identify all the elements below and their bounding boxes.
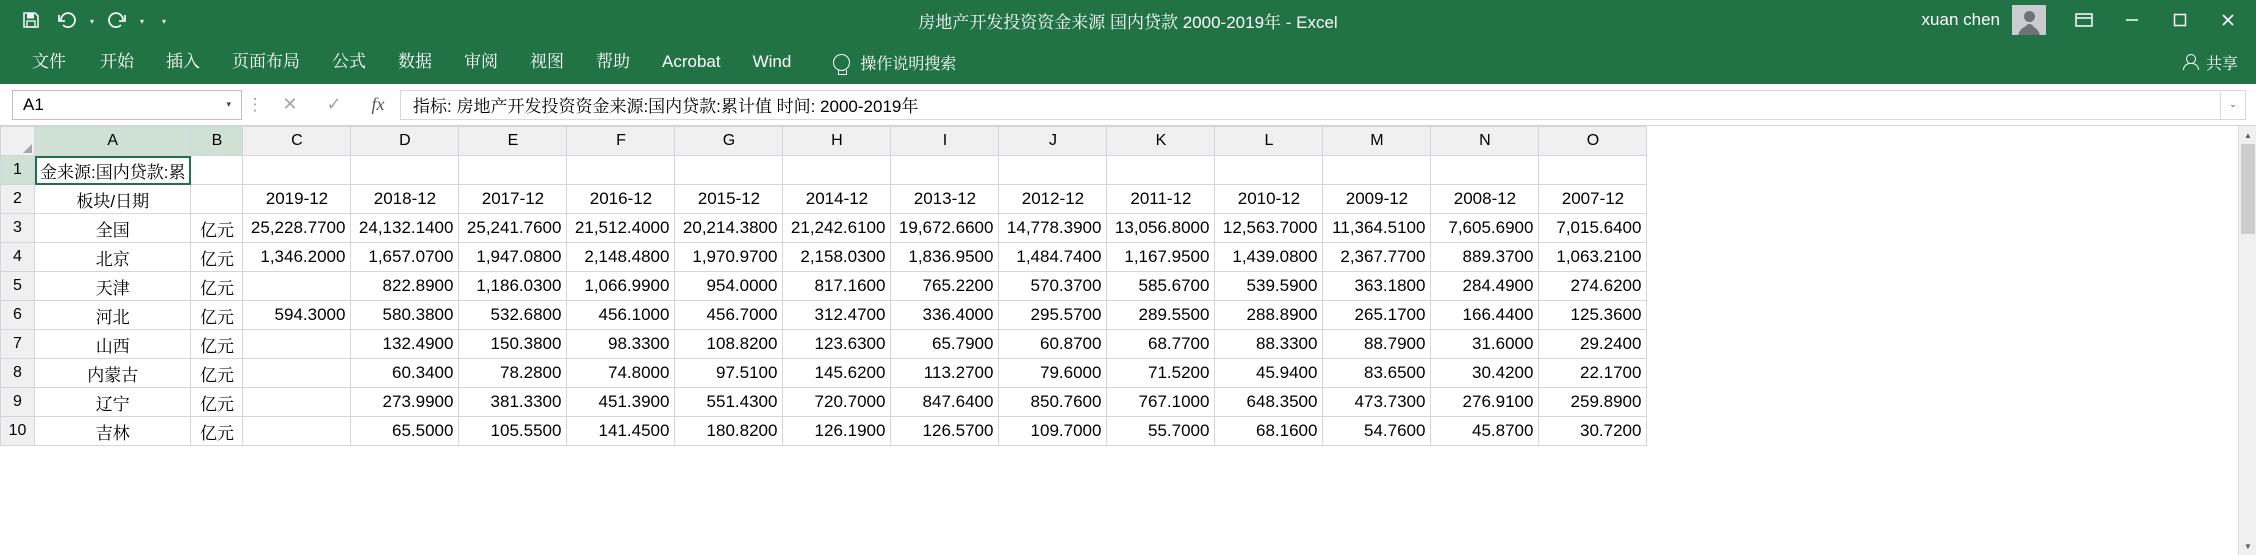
cell-O4[interactable]: 1,063.2100 xyxy=(1539,243,1647,272)
cell-I4[interactable]: 1,836.9500 xyxy=(891,243,999,272)
window-title: 房地产开发投资资金来源 国内贷款 2000-2019年 - Excel xyxy=(918,12,1338,32)
formula-bar xyxy=(0,84,2256,126)
cell-B2[interactable] xyxy=(191,185,243,214)
chevron-down-icon[interactable]: ▾ xyxy=(226,99,231,109)
save-icon[interactable] xyxy=(14,5,48,35)
cell-J7[interactable]: 60.8700 xyxy=(999,330,1107,359)
cell-D10[interactable]: 65.5000 xyxy=(351,417,459,446)
table-row xyxy=(1,243,1647,272)
cell-E10[interactable]: 105.5500 xyxy=(459,417,567,446)
cell-N1[interactable] xyxy=(1431,156,1539,185)
cell-A8[interactable]: 内蒙古 xyxy=(35,359,191,388)
cell-G8[interactable]: 97.5100 xyxy=(675,359,783,388)
cell-M4[interactable]: 2,367.7700 xyxy=(1323,243,1431,272)
cell-E9[interactable]: 381.3300 xyxy=(459,388,567,417)
row-header-7[interactable]: 7 xyxy=(1,330,35,359)
cell-J2[interactable]: 2012-12 xyxy=(999,185,1107,214)
table-row xyxy=(1,156,1647,185)
cell-E3[interactable]: 25,241.7600 xyxy=(459,214,567,243)
cell-K3[interactable]: 13,056.8000 xyxy=(1107,214,1215,243)
cell-H9[interactable]: 720.7000 xyxy=(783,388,891,417)
tab-insert[interactable]: 插入 xyxy=(166,52,200,71)
cell-C1[interactable] xyxy=(243,156,351,185)
cell-A1[interactable]: 金来源:国内贷款:累 xyxy=(35,156,191,185)
tab-acrobat[interactable]: Acrobat xyxy=(662,52,721,71)
cell-H3[interactable]: 21,242.6100 xyxy=(783,214,891,243)
tab-formulas[interactable]: 公式 xyxy=(332,52,366,71)
table-row xyxy=(1,359,1647,388)
cell-B5[interactable]: 亿元 xyxy=(191,272,243,301)
cell-F5[interactable]: 1,066.9900 xyxy=(567,272,675,301)
table-row xyxy=(1,185,1647,214)
minimize-button[interactable] xyxy=(2108,0,2156,40)
column-header-O[interactable]: O xyxy=(1539,127,1647,156)
cell-A3[interactable]: 全国 xyxy=(35,214,191,243)
name-box-value: A1 xyxy=(23,94,44,114)
cell-M6[interactable]: 265.1700 xyxy=(1323,301,1431,330)
column-header-D[interactable]: D xyxy=(351,127,459,156)
spreadsheet-grid[interactable] xyxy=(0,126,2256,555)
formula-bar-divider: ⋮ xyxy=(246,94,264,114)
cell-K4[interactable]: 1,167.9500 xyxy=(1107,243,1215,272)
cell-F2[interactable]: 2016-12 xyxy=(567,185,675,214)
title-bar-right xyxy=(1922,0,2256,40)
cell-H7[interactable]: 123.6300 xyxy=(783,330,891,359)
cell-E1[interactable] xyxy=(459,156,567,185)
column-header-row xyxy=(1,127,1647,156)
cell-G9[interactable]: 551.4300 xyxy=(675,388,783,417)
redo-icon[interactable] xyxy=(100,5,134,35)
tab-file[interactable]: 文件 xyxy=(32,52,66,71)
tab-home[interactable]: 开始 xyxy=(100,52,134,71)
share-button[interactable] xyxy=(2182,51,2256,74)
lightbulb-icon xyxy=(833,54,850,71)
cell-L8[interactable]: 45.9400 xyxy=(1215,359,1323,388)
cell-H6[interactable]: 312.4700 xyxy=(783,301,891,330)
cell-H8[interactable]: 145.6200 xyxy=(783,359,891,388)
formula-input[interactable]: 指标: 房地产开发投资资金来源:国内贷款:累计值 时间: 2000-2019年 xyxy=(400,90,2220,120)
cell-K7[interactable]: 68.7700 xyxy=(1107,330,1215,359)
cell-A6[interactable]: 河北 xyxy=(35,301,191,330)
cell-G7[interactable]: 108.8200 xyxy=(675,330,783,359)
cell-A9[interactable]: 辽宁 xyxy=(35,388,191,417)
tab-help[interactable]: 帮助 xyxy=(596,52,630,71)
cell-E6[interactable]: 532.6800 xyxy=(459,301,567,330)
column-header-N[interactable]: N xyxy=(1431,127,1539,156)
cell-H10[interactable]: 126.1900 xyxy=(783,417,891,446)
row-header-9[interactable]: 9 xyxy=(1,388,35,417)
cell-M1[interactable] xyxy=(1323,156,1431,185)
tell-me-label: 操作说明搜索 xyxy=(860,55,957,73)
column-header-J[interactable]: J xyxy=(999,127,1107,156)
cell-D2[interactable]: 2018-12 xyxy=(351,185,459,214)
cell-G2[interactable]: 2015-12 xyxy=(675,185,783,214)
cell-O1[interactable] xyxy=(1539,156,1647,185)
row-header-6[interactable]: 6 xyxy=(1,301,35,330)
cell-H1[interactable] xyxy=(783,156,891,185)
cell-G1[interactable] xyxy=(675,156,783,185)
cell-D6[interactable]: 580.3800 xyxy=(351,301,459,330)
column-header-B[interactable]: B xyxy=(191,127,243,156)
cell-C10[interactable] xyxy=(243,417,351,446)
cell-J1[interactable] xyxy=(999,156,1107,185)
cell-F3[interactable]: 21,512.4000 xyxy=(567,214,675,243)
table-row xyxy=(1,301,1647,330)
cell-G10[interactable]: 180.8200 xyxy=(675,417,783,446)
cell-B7[interactable]: 亿元 xyxy=(191,330,243,359)
cell-D7[interactable]: 132.4900 xyxy=(351,330,459,359)
cell-L10[interactable]: 68.1600 xyxy=(1215,417,1323,446)
customize-quick-access-icon[interactable]: ▾ xyxy=(161,17,166,26)
cell-M7[interactable]: 88.7900 xyxy=(1323,330,1431,359)
cell-B3[interactable]: 亿元 xyxy=(191,214,243,243)
quick-access-toolbar xyxy=(0,5,170,35)
column-header-E[interactable]: E xyxy=(459,127,567,156)
cell-C3[interactable]: 25,228.7700 xyxy=(243,214,351,243)
cell-I2[interactable]: 2013-12 xyxy=(891,185,999,214)
cell-M5[interactable]: 363.1800 xyxy=(1323,272,1431,301)
cell-F9[interactable]: 451.3900 xyxy=(567,388,675,417)
cell-H2[interactable]: 2014-12 xyxy=(783,185,891,214)
cell-N4[interactable]: 889.3700 xyxy=(1431,243,1539,272)
avatar[interactable] xyxy=(2012,5,2046,35)
cell-M8[interactable]: 83.6500 xyxy=(1323,359,1431,388)
row-header-4[interactable]: 4 xyxy=(1,243,35,272)
cell-F4[interactable]: 2,148.4800 xyxy=(567,243,675,272)
cell-C9[interactable] xyxy=(243,388,351,417)
table-row xyxy=(1,272,1647,301)
tell-me-search[interactable] xyxy=(833,51,956,74)
cell-J8[interactable]: 79.6000 xyxy=(999,359,1107,388)
scrollbar-thumb[interactable] xyxy=(2241,144,2255,234)
cell-J4[interactable]: 1,484.7400 xyxy=(999,243,1107,272)
cell-I5[interactable]: 765.2200 xyxy=(891,272,999,301)
table-row xyxy=(1,388,1647,417)
cell-N9[interactable]: 276.9100 xyxy=(1431,388,1539,417)
cell-I10[interactable]: 126.5700 xyxy=(891,417,999,446)
cell-C4[interactable]: 1,346.2000 xyxy=(243,243,351,272)
cell-G4[interactable]: 1,970.9700 xyxy=(675,243,783,272)
scroll-down-icon[interactable]: ▼ xyxy=(2244,541,2252,551)
table-row xyxy=(1,214,1647,243)
column-header-F[interactable]: F xyxy=(567,127,675,156)
column-header-G[interactable]: G xyxy=(675,127,783,156)
cell-O9[interactable]: 259.8900 xyxy=(1539,388,1647,417)
cell-D5[interactable]: 822.8900 xyxy=(351,272,459,301)
cell-M10[interactable]: 54.7600 xyxy=(1323,417,1431,446)
cell-L7[interactable]: 88.3300 xyxy=(1215,330,1323,359)
tab-view[interactable]: 视图 xyxy=(530,52,564,71)
close-button[interactable] xyxy=(2204,0,2252,40)
cell-E7[interactable]: 150.3800 xyxy=(459,330,567,359)
insert-function-button[interactable]: fx xyxy=(371,94,385,114)
cell-N8[interactable]: 30.4200 xyxy=(1431,359,1539,388)
cell-I7[interactable]: 65.7900 xyxy=(891,330,999,359)
undo-dropdown-icon[interactable]: ▾ xyxy=(89,17,94,26)
column-header-H[interactable]: H xyxy=(783,127,891,156)
share-label: 共享 xyxy=(2205,55,2238,73)
row-header-2[interactable]: 2 xyxy=(1,185,35,214)
row-header-1[interactable]: 1 xyxy=(1,156,35,185)
cell-E4[interactable]: 1,947.0800 xyxy=(459,243,567,272)
name-box[interactable] xyxy=(12,90,242,120)
cell-K2[interactable]: 2011-12 xyxy=(1107,185,1215,214)
column-header-K[interactable]: K xyxy=(1107,127,1215,156)
grid-table xyxy=(0,126,1647,446)
cell-B6[interactable]: 亿元 xyxy=(191,301,243,330)
cell-K5[interactable]: 585.6700 xyxy=(1107,272,1215,301)
cell-J3[interactable]: 14,778.3900 xyxy=(999,214,1107,243)
cell-N7[interactable]: 31.6000 xyxy=(1431,330,1539,359)
cell-B8[interactable]: 亿元 xyxy=(191,359,243,388)
cell-J5[interactable]: 570.3700 xyxy=(999,272,1107,301)
cell-E8[interactable]: 78.2800 xyxy=(459,359,567,388)
cell-N3[interactable]: 7,605.6900 xyxy=(1431,214,1539,243)
cell-C2[interactable]: 2019-12 xyxy=(243,185,351,214)
cell-D3[interactable]: 24,132.1400 xyxy=(351,214,459,243)
cell-O8[interactable]: 22.1700 xyxy=(1539,359,1647,388)
cell-D4[interactable]: 1,657.0700 xyxy=(351,243,459,272)
cell-B1[interactable] xyxy=(191,156,243,185)
cell-E2[interactable]: 2017-12 xyxy=(459,185,567,214)
cell-K9[interactable]: 767.1000 xyxy=(1107,388,1215,417)
cell-L5[interactable]: 539.5900 xyxy=(1215,272,1323,301)
select-all-corner[interactable] xyxy=(1,127,35,156)
restore-button[interactable] xyxy=(2156,0,2204,40)
cell-F7[interactable]: 98.3300 xyxy=(567,330,675,359)
cell-C8[interactable] xyxy=(243,359,351,388)
cell-K6[interactable]: 289.5500 xyxy=(1107,301,1215,330)
redo-dropdown-icon[interactable]: ▾ xyxy=(139,17,144,26)
cell-I3[interactable]: 19,672.6600 xyxy=(891,214,999,243)
tab-review[interactable]: 审阅 xyxy=(464,52,498,71)
user-name: xuan chen xyxy=(1921,10,2000,29)
cell-G3[interactable]: 20,214.3800 xyxy=(675,214,783,243)
confirm-entry-button[interactable]: ✓ xyxy=(326,94,342,114)
cell-M9[interactable]: 473.7300 xyxy=(1323,388,1431,417)
cell-F10[interactable]: 141.4500 xyxy=(567,417,675,446)
cell-I6[interactable]: 336.4000 xyxy=(891,301,999,330)
tab-data[interactable]: 数据 xyxy=(398,52,432,71)
cell-N10[interactable]: 45.8700 xyxy=(1431,417,1539,446)
cell-A7[interactable]: 山西 xyxy=(35,330,191,359)
row-header-3[interactable]: 3 xyxy=(1,214,35,243)
scroll-up-icon[interactable]: ▲ xyxy=(2244,130,2252,140)
cell-A2[interactable]: 板块/日期 xyxy=(35,185,191,214)
person-share-icon xyxy=(2182,54,2198,70)
cell-H5[interactable]: 817.1600 xyxy=(783,272,891,301)
cell-H4[interactable]: 2,158.0300 xyxy=(783,243,891,272)
cell-L4[interactable]: 1,439.0800 xyxy=(1215,243,1323,272)
vertical-scrollbar[interactable] xyxy=(2238,126,2256,555)
row-header-10[interactable]: 10 xyxy=(1,417,35,446)
cell-C6[interactable]: 594.3000 xyxy=(243,301,351,330)
column-header-L[interactable]: L xyxy=(1215,127,1323,156)
ribbon-tab-bar xyxy=(0,40,2256,84)
cell-G6[interactable]: 456.7000 xyxy=(675,301,783,330)
cell-L9[interactable]: 648.3500 xyxy=(1215,388,1323,417)
cell-M3[interactable]: 11,364.5100 xyxy=(1323,214,1431,243)
cell-L1[interactable] xyxy=(1215,156,1323,185)
cell-L3[interactable]: 12,563.7000 xyxy=(1215,214,1323,243)
undo-icon[interactable] xyxy=(50,5,84,35)
cell-O10[interactable]: 30.7200 xyxy=(1539,417,1647,446)
cell-J6[interactable]: 295.5700 xyxy=(999,301,1107,330)
cell-C7[interactable] xyxy=(243,330,351,359)
tab-wind[interactable]: Wind xyxy=(752,52,792,71)
cell-D8[interactable]: 60.3400 xyxy=(351,359,459,388)
cell-D9[interactable]: 273.9900 xyxy=(351,388,459,417)
cell-B9[interactable]: 亿元 xyxy=(191,388,243,417)
cell-O6[interactable]: 125.3600 xyxy=(1539,301,1647,330)
table-row xyxy=(1,330,1647,359)
cell-O7[interactable]: 29.2400 xyxy=(1539,330,1647,359)
table-row xyxy=(1,417,1647,446)
column-header-A[interactable]: A xyxy=(35,127,191,156)
cell-C5[interactable] xyxy=(243,272,351,301)
cell-E5[interactable]: 1,186.0300 xyxy=(459,272,567,301)
cell-A5[interactable]: 天津 xyxy=(35,272,191,301)
cell-D1[interactable] xyxy=(351,156,459,185)
ribbon-display-options-icon[interactable] xyxy=(2060,0,2108,40)
column-header-M[interactable]: M xyxy=(1323,127,1431,156)
cell-O5[interactable]: 274.6200 xyxy=(1539,272,1647,301)
cell-A4[interactable]: 北京 xyxy=(35,243,191,272)
cell-I9[interactable]: 847.6400 xyxy=(891,388,999,417)
cell-I8[interactable]: 113.2700 xyxy=(891,359,999,388)
tab-page-layout[interactable]: 页面布局 xyxy=(232,52,300,71)
cell-M2[interactable]: 2009-12 xyxy=(1323,185,1431,214)
cell-N5[interactable]: 284.4900 xyxy=(1431,272,1539,301)
cell-F6[interactable]: 456.1000 xyxy=(567,301,675,330)
cell-A10[interactable]: 吉林 xyxy=(35,417,191,446)
cancel-entry-button[interactable]: ✕ xyxy=(282,94,298,114)
cell-L2[interactable]: 2010-12 xyxy=(1215,185,1323,214)
cell-I1[interactable] xyxy=(891,156,999,185)
cell-L6[interactable]: 288.8900 xyxy=(1215,301,1323,330)
cell-K10[interactable]: 55.7000 xyxy=(1107,417,1215,446)
column-header-C[interactable]: C xyxy=(243,127,351,156)
column-header-I[interactable]: I xyxy=(891,127,999,156)
cell-J9[interactable]: 850.7600 xyxy=(999,388,1107,417)
cell-K8[interactable]: 71.5200 xyxy=(1107,359,1215,388)
title-bar xyxy=(0,0,2256,40)
row-header-8[interactable]: 8 xyxy=(1,359,35,388)
cell-B4[interactable]: 亿元 xyxy=(191,243,243,272)
cell-F8[interactable]: 74.8000 xyxy=(567,359,675,388)
cell-N6[interactable]: 166.4400 xyxy=(1431,301,1539,330)
cell-N2[interactable]: 2008-12 xyxy=(1431,185,1539,214)
expand-formula-bar-icon[interactable]: ⌄ xyxy=(2220,90,2246,120)
row-header-5[interactable]: 5 xyxy=(1,272,35,301)
cell-J10[interactable]: 109.7000 xyxy=(999,417,1107,446)
cell-O3[interactable]: 7,015.6400 xyxy=(1539,214,1647,243)
cell-O2[interactable]: 2007-12 xyxy=(1539,185,1647,214)
cell-B10[interactable]: 亿元 xyxy=(191,417,243,446)
cell-F1[interactable] xyxy=(567,156,675,185)
cell-K1[interactable] xyxy=(1107,156,1215,185)
cell-G5[interactable]: 954.0000 xyxy=(675,272,783,301)
